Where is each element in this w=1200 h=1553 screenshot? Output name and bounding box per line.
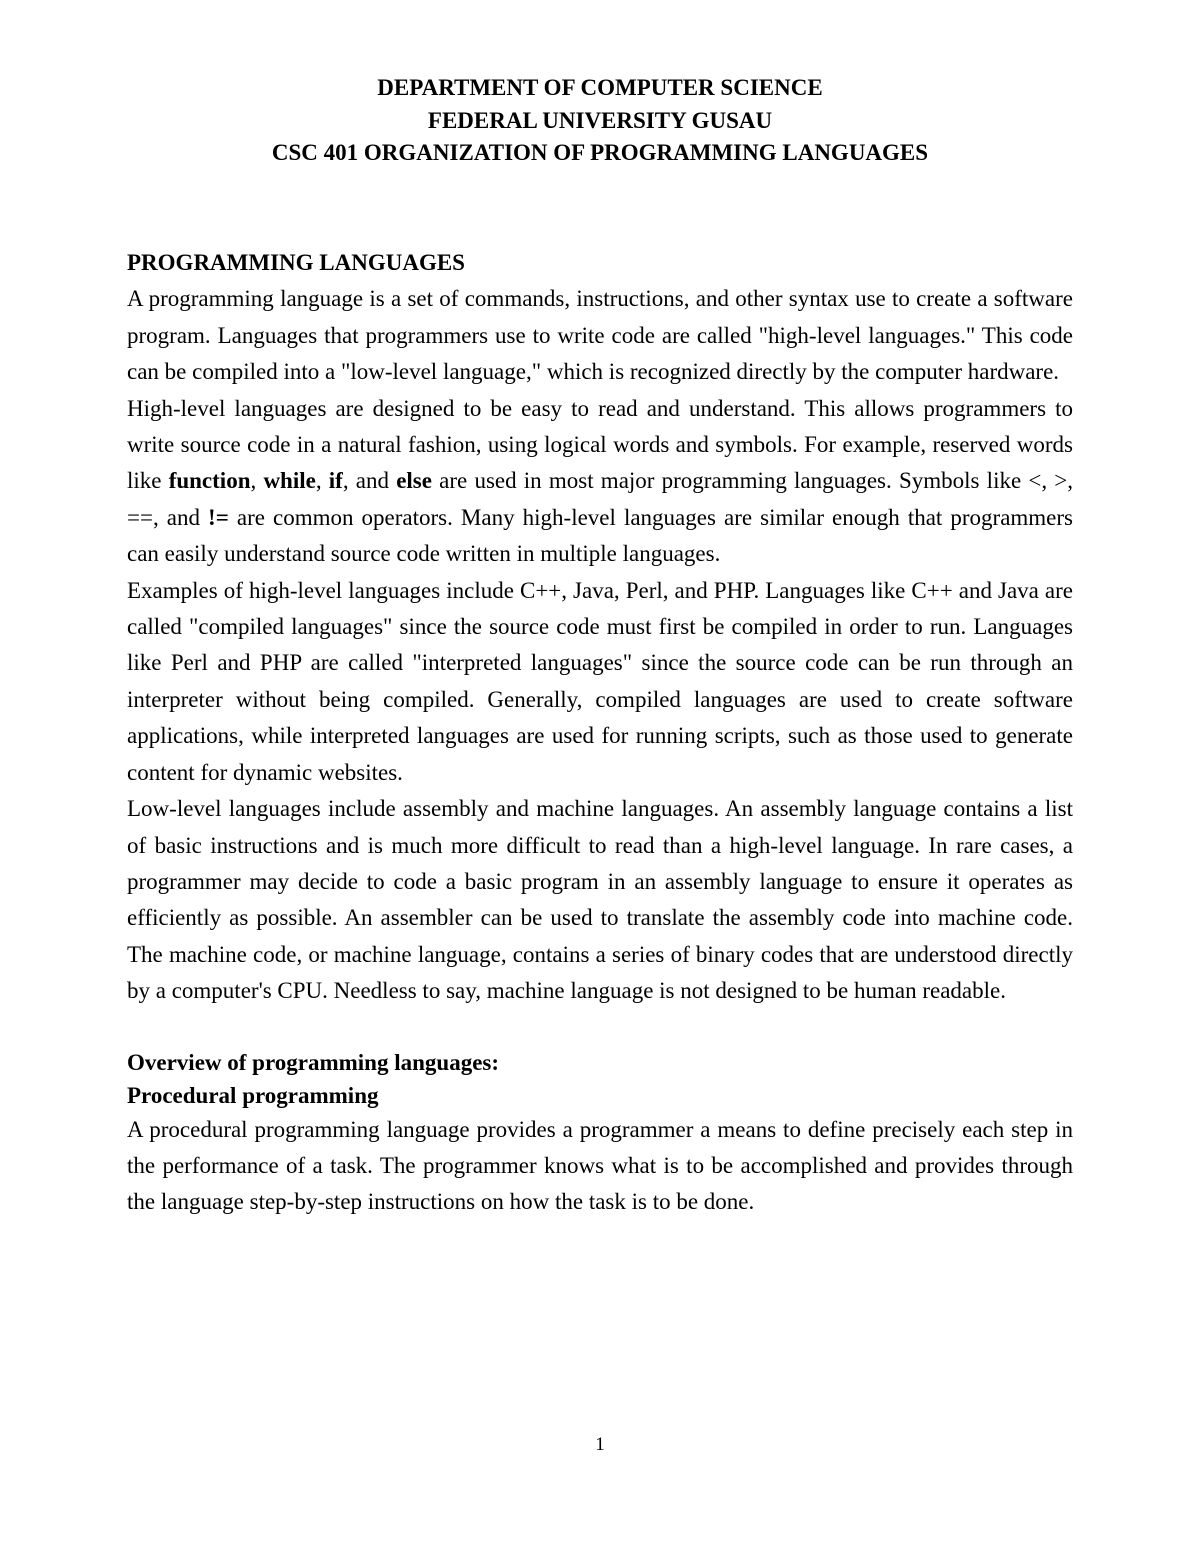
paragraph-definition: A programming language is a set of commands, instructions, and other syntax use to create a software program. Languages that programmers use to write code are called "high-level languages." This code can be compiled into a "low-level language," which is recognized directly by the computer hardware. [127,286,1073,385]
text-run: High-level languages are designed to be easy to read and understand. This allows programmers to write source code in a natural fashion, using logical words and symbols. For example, reserved words like [127,395,1073,494]
course-title: CSC 401 ORGANIZATION OF PROGRAMMING LANGUAGES [271,140,929,165]
paragraph-examples: Examples of high-level languages include C++, Java, Perl, and PHP. Languages like C++ and Java are called "compiled languages" since the source code must first be compiled in order to run. Languages like Perl and PHP are called "interpreted languages" since the source code can be run through an interpreter without being compiled. Generally, compiled languages are used to create software applications, while interpreted languages are used for running scripts, such as those used to generate content for dynamic websites. [127,577,1073,785]
text-run: , [315,468,329,494]
text-run: are common operators. Many high-level languages are similar enough that programmers can easily understand source code written in multiple languages. [127,504,1073,567]
keyword-function: function [168,468,251,494]
keyword-while: while [263,468,316,494]
text-run: , and [342,468,397,494]
blank-line [127,1010,1073,1046]
text-run: are used in most major programming languages. Symbols like <, >, ==, and [127,468,1073,530]
document-header [0,72,1200,170]
paragraph-high-level [127,391,1073,573]
overview-heading: Overview of programming languages: [127,1049,500,1075]
page-number: 1 [595,1434,605,1455]
keyword-if: if [328,468,343,494]
paragraph-procedural: A procedural programming language provides a programmer a means to define precisely each step in the performance of a task. The programmer knows what is to be accomplished and provides through the language step-by-step instructions on how the task is to be done. [127,1116,1073,1215]
operator-not-equal: != [208,504,229,530]
procedural-subheading: Procedural programming [127,1082,379,1108]
keyword-else: else [396,468,432,494]
document-body [127,245,1073,1221]
department-title: DEPARTMENT OF COMPUTER SCIENCE [377,75,823,100]
paragraph-low-level: Low-level languages include assembly and machine languages. An assembly language contains a list of basic instructions and is much more difficult to read than a high-level language. In rare cases, a programmer may decide to code a basic program in an assembly language to ensure it operates as efficiently as possible. An assembler can be used to translate the assembly code into machine code. The machine code, or machine language, contains a series of binary codes that are understood directly by a computer's CPU. Needless to say, machine language is not designed to be human readable. [127,796,1073,1004]
text-run: , [250,468,264,494]
university-title: FEDERAL UNIVERSITY GUSAU [427,107,773,133]
section-heading: PROGRAMMING LANGUAGES [127,250,465,275]
